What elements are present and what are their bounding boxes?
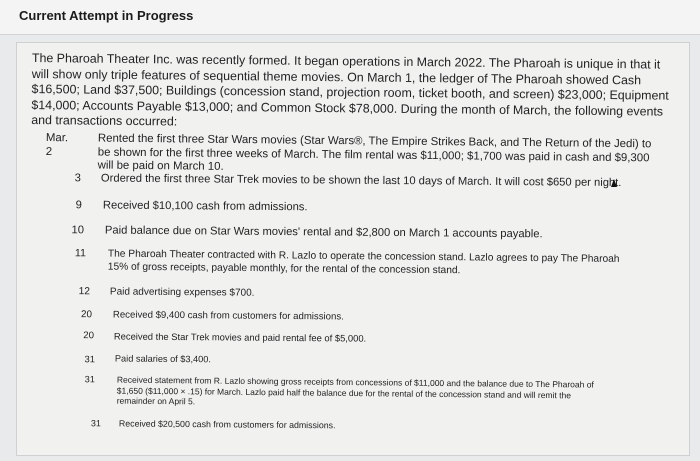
transaction-date: 10 <box>71 224 84 237</box>
transaction-text: Received the Star Trek movies and paid rental fee of $5,000. <box>113 330 367 344</box>
transaction-text: Received $9,400 cash from customers for admissions. <box>112 309 344 323</box>
problem-intro: The Pharoah Theater Inc. was recently formed. It began operations in March 2022. The Pharoah is unique in that it will show only triple features of sequential theme movies. On March 1, the ledger of The Pharoah showed Cash $16,500; Land $37,500; Buildings (concession stand, projection room, ticket booth, and screen) $23,000; Equipment $14,000; Accounts Payable $13,000; and Common Stock $78,000. During the month of March, the following events and transactions occurred: <box>31 51 669 129</box>
transaction-row <box>48 199 658 214</box>
transaction-date: 3 <box>74 172 81 185</box>
transaction-date: 9 <box>75 199 82 212</box>
transaction-date: 31 <box>90 418 101 429</box>
transaction-row <box>60 308 660 323</box>
mouse-cursor-icon <box>611 179 617 187</box>
transaction-text: The Pharoah Theater contracted with R. Lazlo to operate the concession stand. Lazlo agrees to pay The Pharoah 15% of gross receipts, payable monthly, for the rental of the concession stand. <box>107 248 620 276</box>
transaction-date: 20 <box>80 309 92 321</box>
transaction-date: 12 <box>78 286 90 298</box>
transaction-row <box>58 285 658 299</box>
transaction-date: 20 <box>83 330 94 342</box>
transaction-text: Paid advertising expenses $700. <box>109 286 255 299</box>
page-title: Current Attempt in Progress <box>19 8 194 23</box>
transaction-row <box>63 374 663 407</box>
transaction-date: 31 <box>84 353 95 365</box>
transaction-text: Paid balance due on Star Wars movies' rental and $2,800 on March 1 accounts payable. <box>104 224 543 241</box>
transaction-date: 31 <box>84 374 95 385</box>
transaction-row <box>62 329 662 344</box>
transaction-row <box>63 352 663 365</box>
transaction-row <box>50 224 660 241</box>
transaction-text: Received statement from R. Lazlo showing gross receipts from concessions of $11,000 and the balance due to The Pharoah of $1,650 ($11,000 × .15) for March. Lazlo paid half the balance due for the rental of the concession stand and will remit the remainder on April 5. <box>116 374 594 407</box>
transaction-row <box>54 247 654 276</box>
transaction-row <box>69 417 669 431</box>
transaction-date: 11 <box>74 247 87 260</box>
transaction-text: Ordered the first three Star Trek movies to be shown the last 10 days of March. It will cost $650 per night. <box>100 172 622 190</box>
transaction-text: Paid salaries of $3,400. <box>114 353 212 365</box>
transaction-text: Rented the first three Star Wars movies (Star Wars®, The Empire Strikes Back, and The Return of the Jedi) to be shown for the first three weeks of March. The film rental was $11,000; $1,700 was paid in cash and $9,300 will be paid on March 10. <box>97 132 652 173</box>
transaction-text: Received $20,500 cash from customers for admissions. <box>118 418 336 431</box>
transaction-text: Received $10,100 cash from admissions. <box>102 199 308 214</box>
transaction-date: Mar. 2 <box>45 132 69 158</box>
transaction-row <box>45 132 656 173</box>
